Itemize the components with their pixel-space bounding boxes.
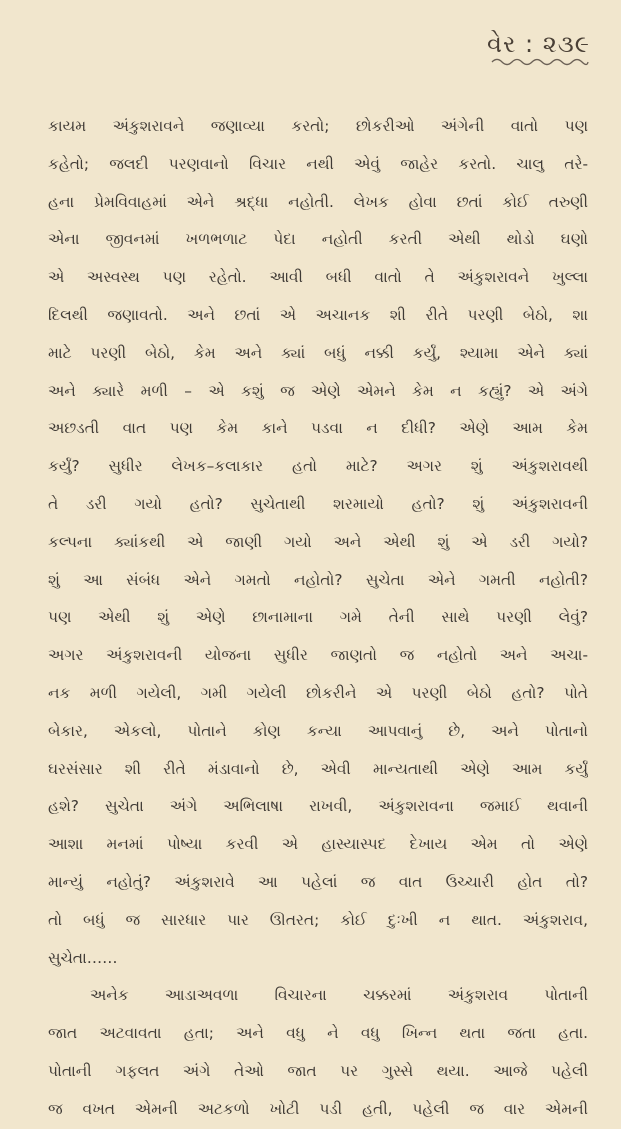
body-text [48,108,588,1129]
text-line: જાત અટવાવતા હતા; અને વધુ ને વધુ ખિન્ન થતા જતા હતા. [48,1024,588,1043]
text-line: સુચેતા…… [48,948,118,967]
text-line: કલ્પના ક્યાંકથી એ જાણી ગયો અને એથી શું એ ડરી ગયો? [48,532,588,551]
text-line: એના જીવનમાં ખળભળાટ પેદા નહોતી કરતી એથી થોડો ઘણો [48,230,588,249]
text-line: જ વખત એમની અટકળો ખોટી પડી હતી, પહેલી જ વાર એમની [48,1099,588,1118]
paragraph-2 [48,977,588,1128]
text-line: કર્યું? સુધીર લેખક–કલાકાર હતો માટે? અગર શું અંકુશરાવથી [48,457,588,476]
text-line: પોતાની ગફલત અંગે તેઓ જાત પર ગુસ્સે થયા. આજે પહેલી [48,1061,588,1080]
text-line: અનેક આડાઅવળા વિચારના ચક્કરમાં અંકુશરાવ પોતાની [90,986,588,1005]
text-line: તે ડરી ગયો હતો? સુચેતાથી શરમાયો હતો? શું અંકુશરાવની [48,494,588,513]
text-line: હના પ્રેમવિવાહમાં એને શ્રદ્ધા નહોતી. લેખક હોવા છતાં કોઈ તરુણી [48,192,588,211]
text-line: પણ એથી શું એણે છાનામાના ગમે તેની સાથે પરણી લેવું? [48,608,588,627]
text-line: આશા મનમાં પોષ્યા કરવી એ હાસ્યાસ્પદ દેખાય એમ તો એણે [48,835,588,854]
text-line: કાયમ અંકુશરાવને જણાવ્યા કરતો; છોકરીઓ અંગેની વાતો પણ [48,117,588,135]
text-line: હશે? સુચેતા અંગે અભિલાષા રાખવી, અંકુશરાવના જમાઈ થવાની [48,797,588,816]
text-line: બેકાર, એકલો, પોતાને કોણ કન્યા આપવાનું છે, અને પોતાનો [48,721,588,740]
text-line: નક મળી ગયેલી, ગમી ગયેલી છોકરીને એ પરણી બેઠો હતો? પોતે [48,683,588,702]
text-line: ઘરસંસાર શી રીતે મંડાવાનો છે, એવી માન્યતાથી એણે આમ કર્યું [48,759,588,778]
paragraph-1 [48,108,588,977]
text-line: માટે પરણી બેઠો, કેમ અને ક્યાં બધું નક્કી કર્યું, શ્યામા એને ક્યાં [48,343,588,362]
text-line: માન્યું નહોતું? અંકુશરાવે આ પહેલાં જ વાત ઉચ્ચારી હોત તો? [48,872,588,891]
text-line: શું આ સંબંધ એને ગમતો નહોતો? સુચેતા એને ગમતી નહોતી? [48,570,588,589]
text-line: અછડતી વાત પણ કેમ કાને પડવા ન દીધી? એણે આમ કેમ [48,419,588,438]
text-line: એ અસ્વસ્થ પણ રહેતો. આવી બધી વાતો તે અંકુશરાવને ખુલ્લા [48,268,588,287]
text-line: કહેતો; જલદી પરણવાનો વિચાર નથી એવું જાહેર કરતો. ચાલુ તરે- [48,154,588,173]
text-line: દિલથી જણાવતો. અને છતાં એ અચાનક શી રીતે પરણી બેઠો, શા [48,305,588,324]
text-line: તો બધું જ સારધાર પાર ઊતરત; કોઈ દુઃખી ન થાત. અંકુશરાવ, [48,910,588,929]
page-header [390,30,590,68]
page-number: વેર : ૨૩૯ [487,30,590,58]
text-line: અને ક્યારે મળી – એ કશું જ એણે એમને કેમ ન કહ્યું? એ અંગે [48,381,588,400]
text-line: અગર અંકુશરાવની યોજના સુધીર જાણતો જ નહોતો અને અચા- [48,646,588,665]
